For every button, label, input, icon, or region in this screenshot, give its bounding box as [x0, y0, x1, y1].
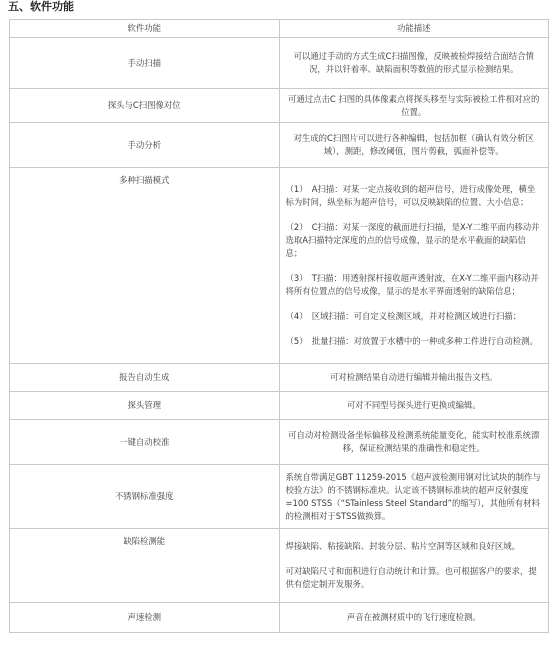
- feature-description: 声音在被测材质中的飞行速度检测。: [279, 603, 549, 633]
- scan-mode-c: （2） C扫描：对某一深度的截面进行扫描，是X-Y二维平面内移动并选取A扫描特定深度的点的信号成像，显示的是水平截面的缺陷信息；: [285, 222, 540, 258]
- feature-name: 手动分析: [10, 123, 280, 168]
- defect-statistics: 可对缺陷尺寸和面积进行自动统计和计算。也可根据客户的要求，提供有偿定制开发服务。: [285, 566, 537, 589]
- feature-name: 探头管理: [10, 392, 280, 420]
- software-features-table: [9, 19, 549, 633]
- feature-description: 系统自带满足GBT 11259-2015《超声波检测用钢对比试块的制作与校验方法》的不锈钢标准块。认定该不锈钢标准块的超声反射强度=100 STSS（“STainless Steel Standard”的缩写），其他所有材料的检测相对于STSS做换算。: [279, 465, 549, 529]
- feature-description: 可通过点击C 扫图的具体像素点将探头移至与实际被检工件相对应的位置。: [279, 89, 549, 123]
- table-row: [10, 392, 549, 420]
- feature-description: 对生成的C扫图片可以进行各种编辑，包括加框（确认有效分析区域），测距，修改阈值，图片剪截，弧面补偿等。: [279, 123, 549, 168]
- feature-name: 不锈钢标准强度: [10, 465, 280, 529]
- feature-name: 缺陷检测能: [10, 529, 280, 603]
- table-header-row: [10, 20, 549, 38]
- scan-mode-t: （3） T扫描：用透射探杆接收超声透射波，在X-Y二维平面内移动并将所有位置点的信号成像，显示的是水平界面透射的缺陷信息；: [285, 273, 539, 296]
- feature-description: [279, 168, 549, 364]
- scan-mode-batch: （5） 批量扫描：对放置于水槽中的一种或多种工件进行自动检测。: [285, 336, 538, 346]
- scan-mode-area: （4） 区域扫描：可自定义检测区域，并对检测区域进行扫描；: [285, 311, 522, 321]
- defect-types: 焊接缺陷、粘接缺陷、封装分层、粘片空洞等区域和良好区域。: [285, 541, 520, 551]
- scan-mode-a: （1） A扫描：对某一定点接收到的超声信号，进行成像处理，横坐标为时间，纵坐标为超声信号，可以反映缺陷的位置、大小信息；: [285, 184, 536, 207]
- table-row: [10, 38, 549, 89]
- feature-description: 可对不同型号探头进行更换或编辑。: [279, 392, 549, 420]
- table-row: [10, 89, 549, 123]
- section-title: 五、软件功能: [8, 0, 74, 13]
- feature-name: 手动扫描: [10, 38, 280, 89]
- feature-name: 报告自动生成: [10, 364, 280, 392]
- feature-description: 可以通过手动的方式生成C扫描图像，反映被检焊接结合面结合情况，并以钎着率、缺陷面积等数值的形式显示检测结果。: [279, 38, 549, 89]
- feature-name: 多种扫描模式: [10, 168, 280, 364]
- header-description: 功能描述: [279, 20, 549, 38]
- feature-description: [279, 529, 549, 603]
- feature-description: 可对检测结果自动进行编辑并输出报告文档。: [279, 364, 549, 392]
- feature-name: 探头与C扫图像对位: [10, 89, 280, 123]
- header-function: 软件功能: [10, 20, 280, 38]
- table-row: [10, 123, 549, 168]
- feature-description: 可自动对检测设备坐标偏移及检测系统能量变化，能实时校准系统漂移，保证检测结果的准确性和稳定性。: [279, 420, 549, 465]
- feature-name: 声速检测: [10, 603, 280, 633]
- table-row: [10, 465, 549, 529]
- table-row: [10, 603, 549, 633]
- table-row: [10, 529, 549, 603]
- table-row: [10, 420, 549, 465]
- table-row: [10, 364, 549, 392]
- feature-name: 一键自动校准: [10, 420, 280, 465]
- table-row: [10, 168, 549, 364]
